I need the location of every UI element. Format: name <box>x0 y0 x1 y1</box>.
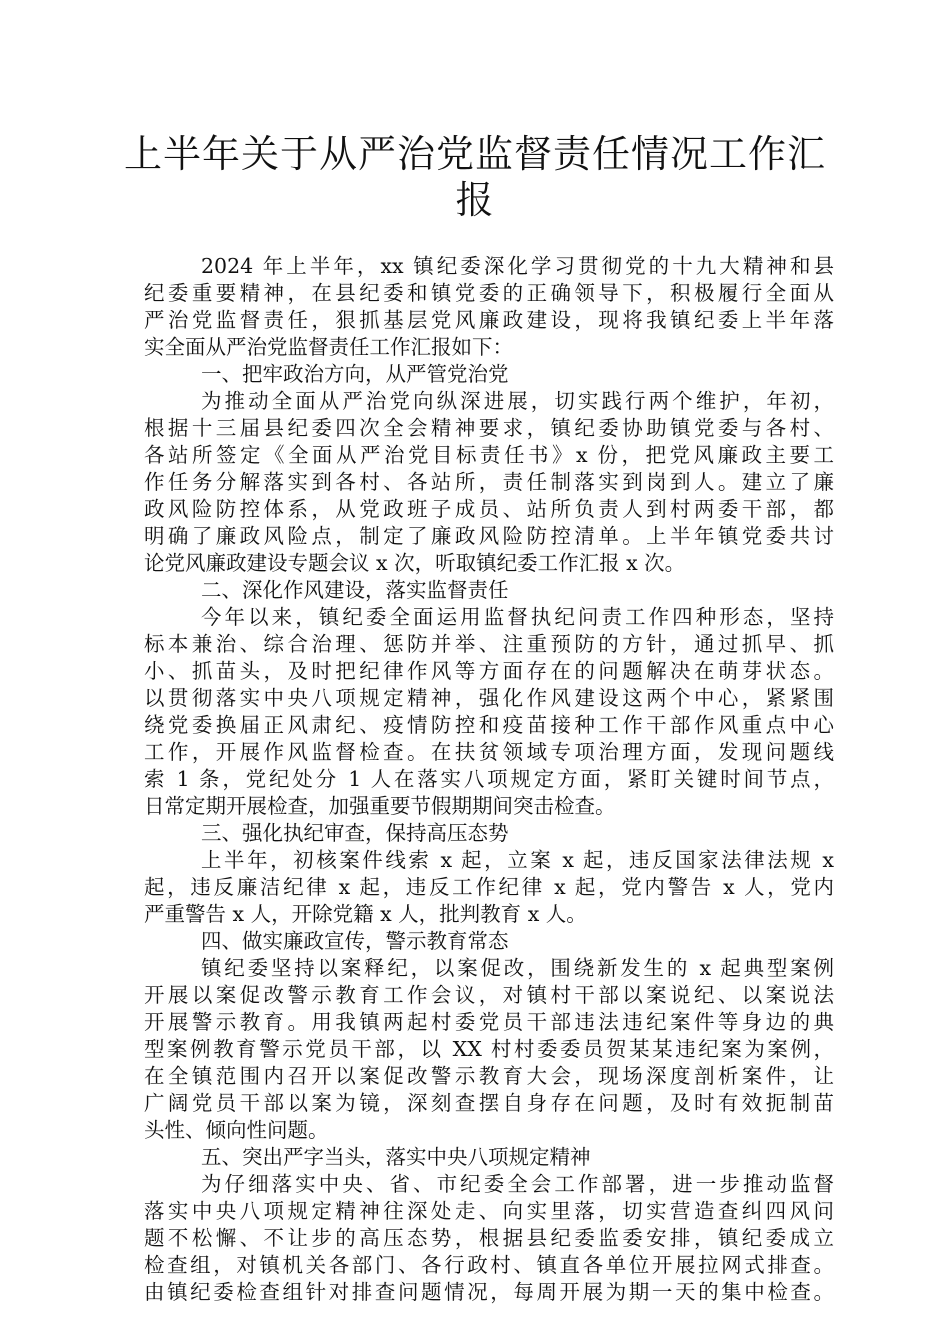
section-heading: 二、深化作风建设，落实监督责任 <box>201 578 509 602</box>
body-line: 镇纪委坚持以案释纪，以案促改，围绕新发生的 x 起典型案例 <box>201 956 834 980</box>
body-line: 论党风廉政建设专题会议 x 次，听取镇纪委工作汇报 x 次。 <box>144 551 686 575</box>
body-line: 以贯彻落实中央八项规定精神，强化作风建设这两个中心，紧紧围 <box>144 686 834 710</box>
body-line: 今年以来，镇纪委全面运用监督执纪问责工作四种形态，坚持 <box>201 605 834 629</box>
section-heading: 四、做实廉政宣传，警示教育常态 <box>201 929 509 953</box>
body-line: 检查组，对镇机关各部门、各行政村、镇直各单位开展拉网式排查。 <box>144 1253 834 1277</box>
body-line: 日常定期开展检查，加强重要节假期期间突击检查。 <box>144 794 616 818</box>
body-line: 工作，开展作风监督检查。在扶贫领域专项治理方面，发现问题线 <box>144 740 834 764</box>
body-line: 落实中央八项规定精神往深处走、向实里落，切实营造查纠四风问 <box>144 1199 834 1223</box>
body-line: 政风险防控体系，从党政班子成员、站所负责人到村两委干部，都 <box>144 497 834 521</box>
document-title-continued: 报 <box>455 178 495 222</box>
body-line: 开展警示教育。用我镇两起村委党员干部违法违纪案件等身边的典 <box>144 1010 834 1034</box>
body-line: 起，违反廉洁纪律 x 起，违反工作纪律 x 起，党内警告 x 人，党内 <box>144 875 834 899</box>
body-line: 索 1 条，党纪处分 1 人在落实八项规定方面，紧盯关键时间节点， <box>144 767 834 791</box>
body-line: 2024 年上半年，xx 镇纪委深化学习贯彻党的十九大精神和县 <box>201 254 834 278</box>
body-line: 根据十三届县纪委四次全会精神要求，镇纪委协助镇党委与各村、 <box>144 416 834 440</box>
section-heading: 三、强化执纪审查，保持高压态势 <box>201 821 509 845</box>
body-line: 小、抓苗头，及时把纪律作风等方面存在的问题解决在萌芽状态。 <box>144 659 834 683</box>
body-line: 型案例教育警示党员干部，以 XX 村村委委员贺某某违纪案为案例， <box>144 1037 834 1061</box>
body-line: 作任务分解落实到各村、各站所，责任制落实到岗到人。建立了廉 <box>144 470 834 494</box>
body-line: 明确了廉政风险点，制定了廉政风险防控清单。上半年镇党委共讨 <box>144 524 834 548</box>
body-line: 题不松懈、不让步的高压态势，根据县纪委监委安排，镇纪委成立 <box>144 1226 834 1250</box>
body-line: 实全面从严治党监督责任工作汇报如下： <box>144 335 513 359</box>
body-line: 开展以案促改警示教育工作会议，对镇村干部以案说纪、以案说法 <box>144 983 834 1007</box>
body-line: 严重警告 x 人，开除党籍 x 人，批判教育 x 人。 <box>144 902 587 926</box>
body-line: 由镇纪委检查组针对排查问题情况，每周开展为期一天的集中检查。 <box>144 1280 834 1304</box>
body-line: 各站所签定《全面从严治党目标责任书》x 份，把党风廉政主要工 <box>144 443 834 467</box>
body-line: 广阔党员干部以案为镜，深刻查摆自身存在问题，及时有效扼制苗 <box>144 1091 834 1115</box>
body-line: 头性、倾向性问题。 <box>144 1118 329 1142</box>
body-line: 绕党委换届正风肃纪、疫情防控和疫苗接种工作干部作风重点中心 <box>144 713 834 737</box>
body-line: 为仔细落实中央、省、市纪委全会工作部署，进一步推动监督 <box>201 1172 834 1196</box>
body-line: 上半年，初核案件线索 x 起，立案 x 起，违反国家法律法规 x <box>201 848 834 872</box>
body-line: 严治党监督责任，狠抓基层党风廉政建设，现将我镇纪委上半年落 <box>144 308 834 332</box>
body-line: 在全镇范围内召开以案促改警示教育大会，现场深度剖析案件，让 <box>144 1064 834 1088</box>
document-title: 上半年关于从严治党监督责任情况工作汇 <box>123 132 826 176</box>
body-line: 纪委重要精神，在县纪委和镇党委的正确领导下，积极履行全面从 <box>144 281 834 305</box>
body-line: 标本兼治、综合治理、惩防并举、注重预防的方针，通过抓早、抓 <box>144 632 834 656</box>
body-line: 为推动全面从严治党向纵深进展，切实践行两个维护，年初， <box>201 389 834 413</box>
section-heading: 一、把牢政治方向，从严管党治党 <box>201 362 509 386</box>
section-heading: 五、突出严字当头，落实中央八项规定精神 <box>201 1145 591 1169</box>
